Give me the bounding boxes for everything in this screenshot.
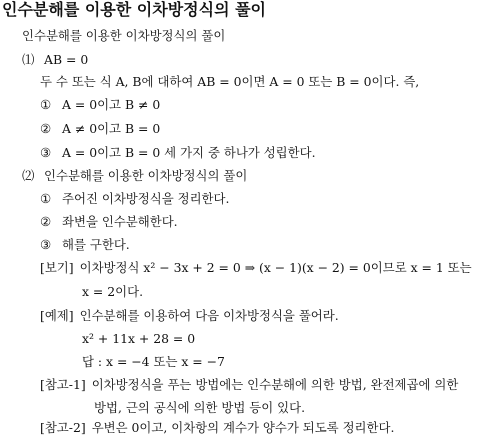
step-3-marker: ③ — [40, 237, 52, 252]
item2-number: ⑵ — [22, 168, 35, 183]
note-2-line — [40, 420, 394, 436]
case-1 — [40, 97, 160, 113]
case-1-marker: ① — [40, 97, 52, 112]
note-1-text-1: 이차방정식을 푸는 방법에는 인수분해에 의한 방법, 완전제곱에 의한 — [91, 377, 459, 392]
item2-line — [22, 168, 247, 184]
step-3 — [40, 237, 130, 253]
example-line-2: x = 2이다. — [82, 284, 144, 299]
item2-text: 인수분해를 이용한 이차방정식의 풀이 — [44, 168, 248, 183]
case-3 — [40, 145, 316, 161]
step-1 — [40, 191, 229, 207]
example-tag: [보기] — [40, 260, 74, 275]
item1-description: 두 수 또는 식 A, B에 대하여 AB = 0이면 A = 0 또는 B = 0이다. 즉, — [40, 74, 420, 89]
note-1-tag: [참고-1] — [40, 377, 86, 392]
note-1-line-1 — [40, 377, 458, 393]
example-text-1: 이차방정식 x² − 3x + 2 = 0 ⇒ (x − 1)(x − 2) = 0이므로 x = 1 또는 — [79, 260, 472, 275]
case-2-marker: ② — [40, 121, 52, 136]
case-3-marker: ③ — [40, 145, 52, 160]
example-line-1 — [40, 260, 472, 276]
case-1-text: A = 0이고 B ≠ 0 — [62, 97, 161, 112]
note-1-line-2: 방법, 근의 공식에 의한 방법 등이 있다. — [94, 400, 306, 415]
page-title: 인수분해를 이용한 이차방정식의 풀이 — [2, 0, 267, 19]
exercise-prompt-line — [40, 308, 339, 324]
case-2 — [40, 121, 160, 137]
step-1-marker: ① — [40, 191, 52, 206]
note-2-tag: [참고-2] — [40, 420, 86, 435]
item1-line — [22, 52, 88, 68]
step-1-text: 주어진 이차방정식을 정리한다. — [62, 191, 230, 206]
case-2-text: A ≠ 0이고 B = 0 — [62, 121, 161, 136]
item1-text: AB = 0 — [44, 52, 89, 67]
item1-number: ⑴ — [22, 52, 35, 67]
exercise-equation: x² + 11x + 28 = 0 — [82, 331, 196, 346]
step-2 — [40, 214, 178, 230]
exercise-tag: [예제] — [40, 308, 74, 323]
exercise-prompt: 인수분해를 이용하여 다음 이차방정식을 풀어라. — [79, 308, 339, 323]
step-2-marker: ② — [40, 214, 52, 229]
exercise-answer: 답 : x = −4 또는 x = −7 — [82, 354, 225, 369]
section-heading: 인수분해를 이용한 이차방정식의 풀이 — [22, 28, 226, 43]
step-2-text: 좌변을 인수분해한다. — [62, 214, 178, 229]
step-3-text: 해를 구한다. — [62, 237, 130, 252]
note-2-text: 우변은 0이고, 이차항의 계수가 양수가 되도록 정리한다. — [91, 420, 395, 435]
case-3-text: A = 0이고 B = 0 세 가지 중 하나가 성립한다. — [62, 145, 316, 160]
